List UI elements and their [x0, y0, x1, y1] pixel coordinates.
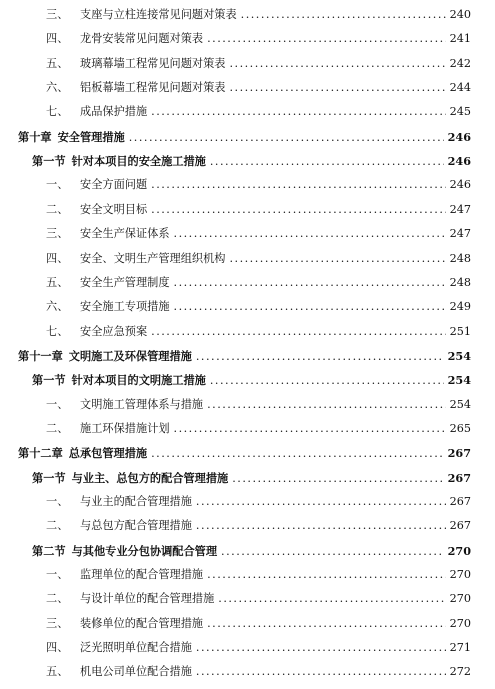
toc-entry-title: 安全应急预案 [80, 324, 148, 338]
dot-leader [210, 373, 444, 387]
toc-entry-title: 与设计单位的配合管理措施 [80, 592, 215, 606]
dot-leader [232, 471, 443, 485]
toc-entry-number: 一、 [46, 397, 69, 411]
toc-item-entry[interactable] [46, 317, 471, 339]
toc-item-entry[interactable] [46, 292, 471, 314]
toc-entry-title: 铝板幕墙工程常见问题对策表 [80, 81, 226, 95]
toc-entry-number: 五、 [46, 56, 69, 70]
toc-entry-page-number: 254 [447, 348, 471, 363]
dot-leader [229, 81, 445, 95]
toc-item-entry[interactable] [46, 511, 471, 533]
toc-entry-page-number: 265 [449, 421, 471, 435]
toc-entry-number: 四、 [46, 251, 69, 265]
toc-entry-title: 安全生产保证体系 [80, 227, 170, 241]
toc-entry-page-number: 270 [449, 568, 471, 582]
toc-entry-title: 针对本项目的文明施工措施 [71, 373, 206, 388]
dot-leader [207, 32, 446, 46]
toc-entry-number: 七、 [46, 105, 69, 119]
dot-leader [151, 325, 446, 339]
toc-item-entry[interactable] [46, 609, 471, 631]
toc-entry-title: 龙骨安装常见问题对策表 [80, 32, 204, 46]
toc-entry-page-number: 270 [447, 543, 471, 558]
toc-entry-title: 与业主的配合管理措施 [80, 495, 192, 508]
toc-item-entry[interactable] [46, 49, 471, 71]
toc-section-entry[interactable] [32, 463, 471, 485]
toc-entry-page-number: 247 [449, 227, 471, 241]
toc-item-entry[interactable] [46, 414, 471, 436]
toc-entry-page-number: 241 [449, 32, 471, 46]
toc-item-entry[interactable] [46, 657, 471, 679]
toc-chapter-entry[interactable] [18, 341, 471, 363]
dot-leader [174, 422, 446, 436]
toc-entry-page-number: 240 [449, 8, 471, 21]
dot-leader [221, 544, 444, 558]
toc-item-entry[interactable] [46, 390, 471, 412]
toc-item-entry[interactable] [46, 584, 471, 606]
toc-entry-number: 第一节 [32, 470, 66, 485]
toc-entry-page-number: 248 [449, 251, 471, 265]
toc-entry-page-number: 271 [449, 641, 471, 655]
toc-entry-title: 机电公司单位配合措施 [80, 665, 192, 679]
toc-entry-page-number: 251 [449, 324, 471, 338]
dot-leader [210, 154, 444, 168]
dot-leader [174, 227, 446, 241]
toc-item-entry[interactable] [46, 73, 471, 95]
toc-entry-page-number: 267 [447, 470, 471, 485]
toc-entry-page-number: 246 [447, 129, 471, 144]
dot-leader [196, 519, 446, 533]
toc-entry-title: 玻璃幕墙工程常见问题对策表 [80, 56, 226, 70]
toc-section-entry[interactable] [32, 146, 471, 168]
toc-entry-title: 安全施工专项措施 [80, 300, 170, 314]
toc-item-entry[interactable] [46, 97, 471, 119]
toc-item-entry[interactable] [46, 268, 471, 290]
dot-leader [151, 446, 444, 460]
toc-entry-title: 施工环保措施计划 [80, 421, 170, 435]
toc-entry-title: 安全文明目标 [80, 202, 148, 216]
dot-leader [196, 495, 446, 509]
toc-entry-number: 一、 [46, 178, 69, 192]
toc-entry-page-number: 270 [449, 616, 471, 630]
toc-item-entry[interactable] [46, 24, 471, 46]
toc-item-entry[interactable] [46, 560, 471, 582]
toc-entry-number: 五、 [46, 665, 69, 679]
toc-entry-page-number: 267 [449, 495, 471, 508]
toc-entry-title: 安全管理措施 [57, 129, 125, 144]
toc-entry-title: 文明施工及环保管理措施 [68, 348, 192, 363]
toc-entry-number: 第二节 [32, 543, 66, 558]
toc-entry-page-number: 254 [449, 397, 471, 411]
toc-entry-number: 第一节 [32, 373, 66, 388]
toc-entry-title: 安全方面问题 [80, 178, 148, 192]
toc-entry-title: 安全、文明生产管理组织机构 [80, 251, 226, 265]
dot-leader [207, 398, 446, 412]
toc-section-entry[interactable] [32, 365, 471, 387]
toc-entry-title: 装修单位的配合管理措施 [80, 616, 204, 630]
toc-entry-title: 泛光照明单位配合措施 [80, 641, 192, 655]
toc-item-entry[interactable] [46, 0, 471, 22]
toc-entry-page-number: 272 [449, 665, 471, 679]
toc-entry-number: 二、 [46, 202, 69, 216]
dot-leader [229, 57, 445, 71]
toc-entry-title: 支座与立柱连接常见问题对策表 [80, 8, 237, 21]
toc-entry-title: 与总包方配合管理措施 [80, 519, 192, 533]
dot-leader [151, 105, 446, 119]
dot-leader [151, 178, 446, 192]
toc-entry-page-number: 247 [449, 202, 471, 216]
toc-entry-number: 二、 [46, 421, 69, 435]
dot-leader [196, 349, 444, 363]
toc-entry-number: 第十章 [18, 129, 52, 144]
dot-leader [174, 300, 446, 314]
toc-entry-number: 二、 [46, 519, 69, 533]
dot-leader [229, 252, 445, 266]
toc-entry-number: 四、 [46, 641, 69, 655]
toc-entry-title: 安全生产管理制度 [80, 275, 170, 289]
dot-leader [151, 203, 446, 217]
dot-leader [241, 8, 446, 22]
toc-entry-title: 与其他专业分包协调配合管理 [71, 543, 218, 558]
toc-entry-page-number: 246 [449, 178, 471, 192]
toc-entry-number: 第十二章 [18, 446, 63, 461]
dot-leader [207, 617, 446, 631]
toc-entry-number: 第一节 [32, 154, 66, 169]
toc-entry-page-number: 267 [449, 519, 471, 533]
toc-entry-number: 二、 [46, 592, 69, 606]
toc-entry-number: 三、 [46, 616, 69, 630]
toc-entry-page-number: 267 [447, 446, 471, 461]
dot-leader [129, 130, 444, 144]
dot-leader [174, 276, 446, 290]
toc-entry-page-number: 270 [449, 592, 471, 606]
toc-entry-title: 监理单位的配合管理措施 [80, 568, 204, 582]
dot-leader [207, 568, 446, 582]
toc-entry-page-number: 244 [449, 81, 471, 95]
dot-leader [218, 592, 445, 606]
toc-entry-page-number: 254 [447, 373, 471, 388]
toc-entry-page-number: 242 [449, 56, 471, 70]
toc-item-entry[interactable] [46, 487, 471, 509]
toc-item-entry[interactable] [46, 195, 471, 217]
toc-entry-number: 三、 [46, 227, 69, 241]
toc-entry-title: 成品保护措施 [80, 105, 148, 119]
toc-entry-page-number: 246 [447, 154, 471, 169]
toc-item-entry[interactable] [46, 219, 471, 241]
toc-item-entry[interactable] [46, 244, 471, 266]
toc-entry-number: 三、 [46, 8, 69, 21]
toc-entry-title: 文明施工管理体系与措施 [80, 397, 204, 411]
toc-entry-number: 第十一章 [18, 348, 63, 363]
toc-chapter-entry[interactable] [18, 438, 471, 460]
toc-entry-number: 七、 [46, 324, 69, 338]
toc-entry-number: 四、 [46, 32, 69, 46]
toc-entry-number: 一、 [46, 568, 69, 582]
toc-item-entry[interactable] [46, 633, 471, 655]
toc-entry-page-number: 245 [449, 105, 471, 119]
toc-entry-title: 与业主、总包方的配合管理措施 [71, 470, 229, 485]
toc-chapter-entry[interactable] [18, 122, 471, 144]
dot-leader [196, 641, 446, 655]
toc-entry-number: 五、 [46, 275, 69, 289]
dot-leader [196, 665, 446, 679]
toc-entry-title: 针对本项目的安全施工措施 [71, 154, 206, 169]
toc-entry-number: 六、 [46, 300, 69, 314]
toc-entry-page-number: 249 [449, 300, 471, 314]
toc-item-entry[interactable] [46, 170, 471, 192]
toc-entry-page-number: 248 [449, 275, 471, 289]
toc-entry-number: 一、 [46, 495, 69, 508]
toc-entry-title: 总承包管理措施 [68, 446, 148, 461]
toc-entry-number: 六、 [46, 81, 69, 95]
toc-section-entry[interactable] [32, 536, 471, 558]
